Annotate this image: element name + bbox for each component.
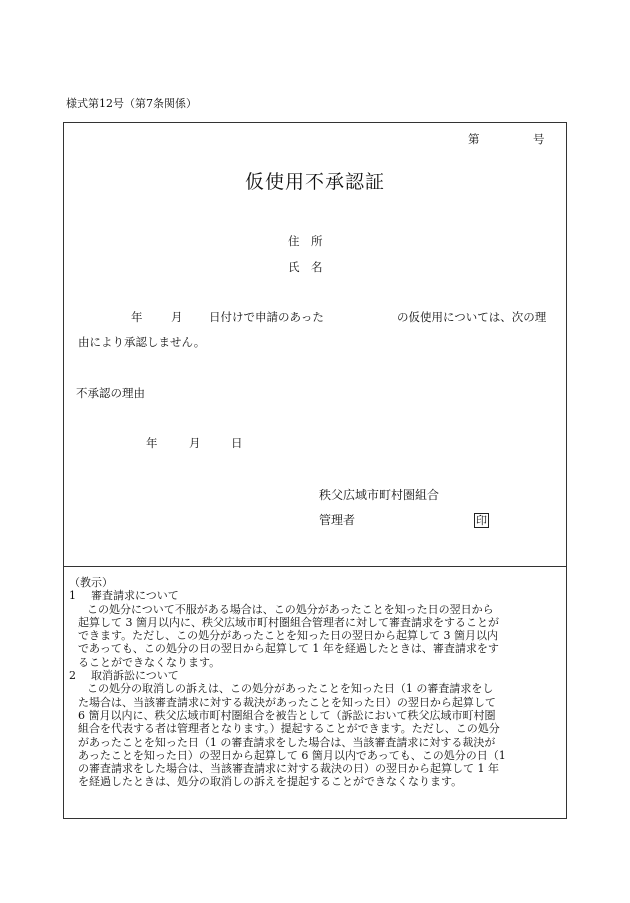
notice-line: であっても、この処分の日の翌日から起算して 1 年を経過したときは、審査請求をす [78, 642, 499, 656]
seal-mark: 印 [476, 514, 487, 527]
notice-line: ることができなくなります。 [78, 655, 221, 669]
body-line-2: 由により承認しません。 [78, 335, 206, 349]
number-go-label: 号 [533, 132, 545, 146]
issuer-organization: 秩父広域市町村圏組合 [319, 488, 440, 502]
notice-line: あったことを知った日）の翌日から起算して 6 箇月以内であっても、この処分の日（1 [78, 748, 506, 762]
notice-line: があったことを知った日（1 の審査請求をした場合は、当該審査請求に対する裁決が [78, 735, 496, 749]
section1-number: 1 [69, 589, 76, 603]
section2-title: 取消訴訟について [91, 669, 179, 683]
issuer-title: 管理者 [319, 513, 356, 527]
notice-section [69, 576, 565, 789]
notice-line: この処分について不服がある場合は、この処分があったことを知った日の翌日から [87, 602, 494, 616]
body-year-label: 年 [131, 310, 143, 324]
issue-month-label: 月 [189, 436, 201, 450]
notice-section1-title [69, 589, 565, 602]
notice-line: この処分の取消しの訴えは、この処分があったことを知った日（1 の審査請求をし [87, 682, 494, 696]
reason-label: 不承認の理由 [76, 386, 145, 400]
notice-line: た場合は、当該審査請求に対する裁決があったことを知った日）の翌日から起算して [78, 695, 496, 709]
body-date-text: 日付けで申請のあった [209, 310, 324, 324]
issue-day-label: 日 [231, 436, 243, 450]
section1-title: 審査請求について [91, 589, 179, 603]
form-number: 様式第12号（第7条関係） [66, 97, 197, 110]
section2-number: 2 [69, 669, 76, 683]
body-purpose-text: の仮使用については、次の理 [397, 310, 547, 324]
page-title: 仮使用不承認証 [244, 171, 385, 193]
notice-section2-title [69, 669, 565, 682]
notice-line: の審査請求をした場合は、当該審査請求に対する裁決の日）の翌日から起算して 1 年 [78, 762, 499, 776]
notice-line: 6 箇月以内に、秩父広域市町村圏組合を被告として（訴訟において秩父広域市町村圏 [78, 708, 496, 722]
notice-line: 起算して 3 箇月以内に、秩父広域市町村圏組合管理者に対して審査請求をすることが [78, 615, 499, 629]
address-label: 住 所 [288, 234, 323, 248]
issue-year-label: 年 [146, 436, 158, 450]
number-dai-label: 第 [468, 132, 480, 146]
notice-line: 組合を代表する者は管理者となります。）提起することができます。ただし、この処分 [78, 722, 500, 736]
name-label: 氏 名 [288, 260, 323, 274]
notice-line: を経過したときは、処分の取消しの訴えを提起することができなくなります。 [78, 775, 463, 789]
notice-heading: （教示） [69, 576, 113, 589]
notice-line: できます。ただし、この処分があったことを知った日の翌日から起算して 3 箇月以内 [78, 629, 498, 643]
notice-divider [63, 566, 567, 567]
body-month-label: 月 [171, 310, 183, 324]
